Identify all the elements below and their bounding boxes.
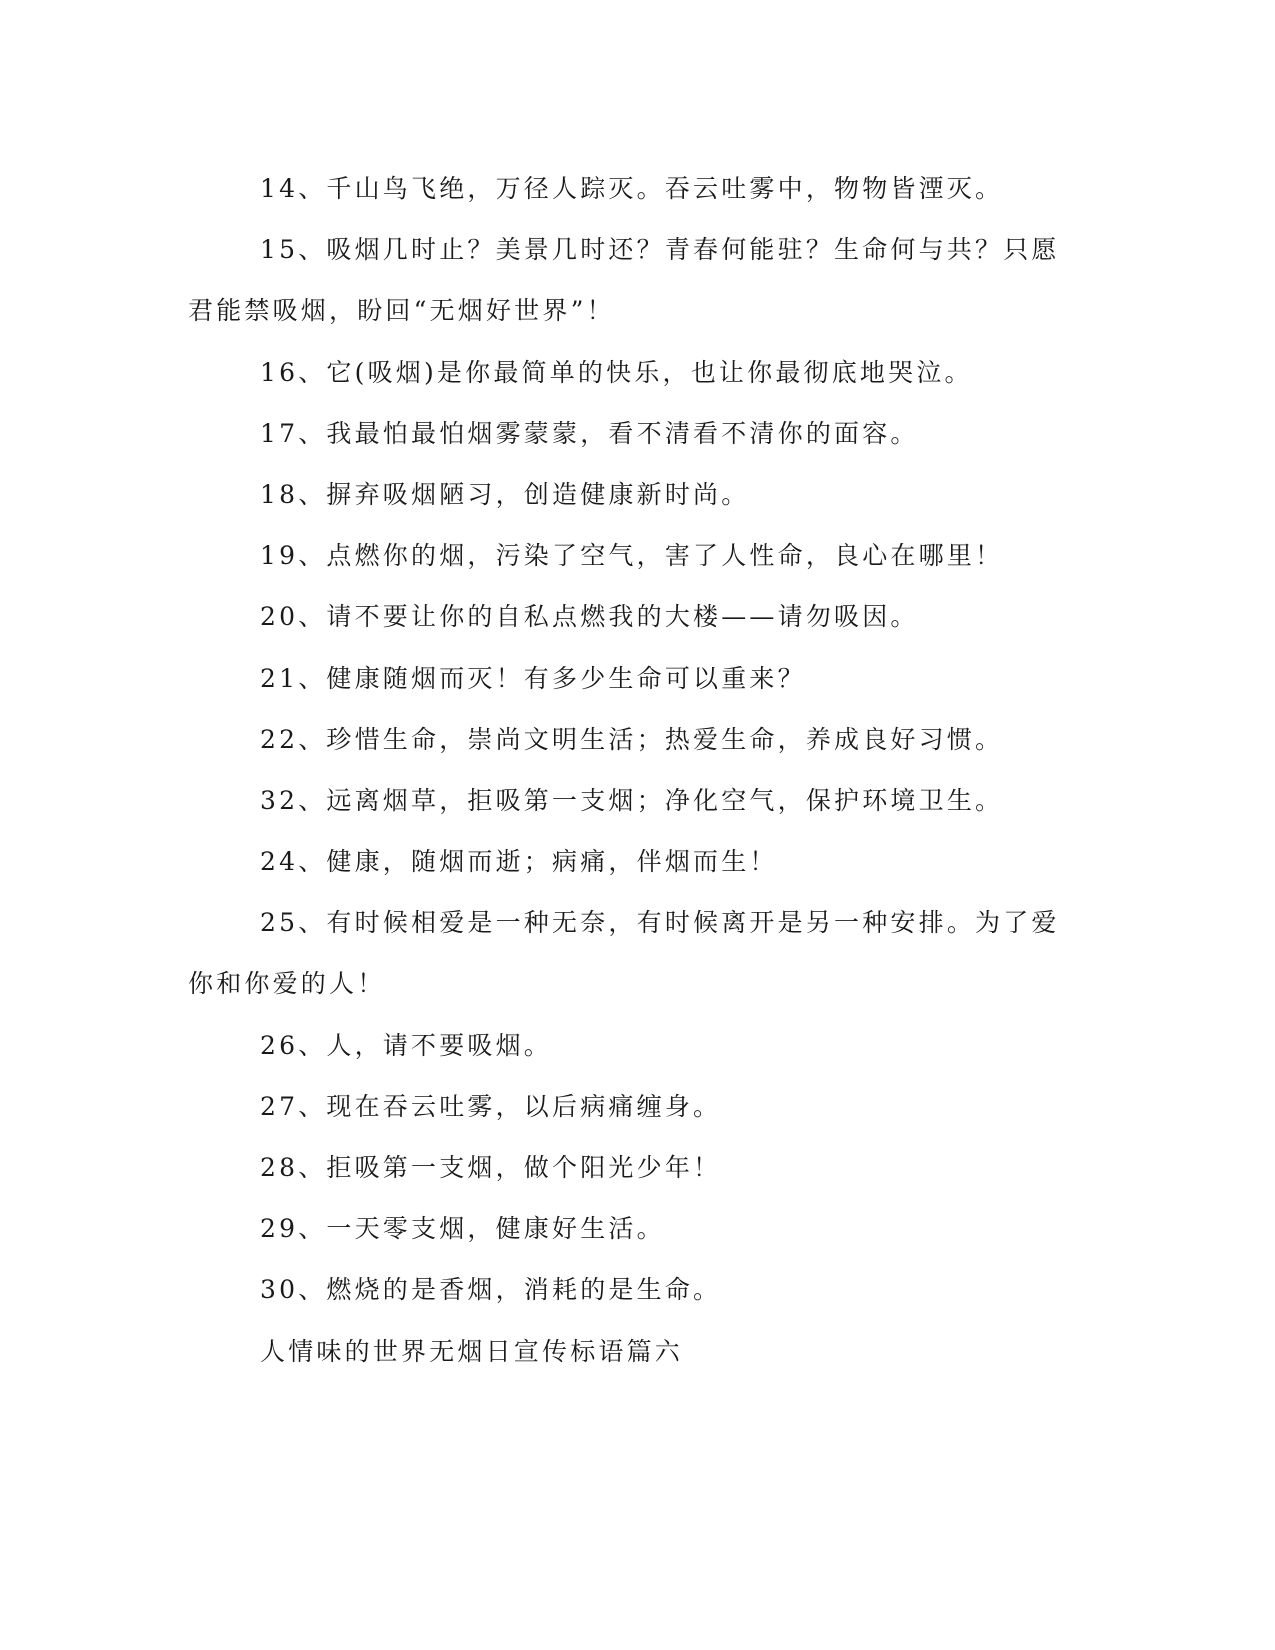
slogan-27: 27、现在吞云吐雾，以后病痛缠身。 <box>260 1091 722 1121</box>
slogan-20: 20、请不要让你的自私点燃我的大楼——请勿吸因。 <box>260 602 919 632</box>
slogan-18: 18、摒弃吸烟陋习，创造健康新时尚。 <box>260 479 750 509</box>
section-heading: 人情味的世界无烟日宣传标语篇六 <box>260 1336 684 1366</box>
slogan-19: 19、点燃你的烟，污染了空气，害了人性命，良心在哪里！ <box>260 541 1004 571</box>
slogan-17: 17、我最怕最怕烟雾蒙蒙，看不清看不清你的面容。 <box>260 418 919 448</box>
slogan-24: 24、健康，随烟而逝；病痛，伴烟而生！ <box>260 847 778 877</box>
document-body <box>188 158 1068 1382</box>
slogan-15-continued: 君能禁吸烟，盼回“无烟好世界”！ <box>188 296 615 326</box>
slogan-26: 26、人，请不要吸烟。 <box>260 1030 553 1060</box>
slogan-28: 28、拒吸第一支烟，做个阳光少年！ <box>260 1153 722 1182</box>
slogan-29: 29、一天零支烟，健康好生活。 <box>260 1214 665 1244</box>
slogan-14: 14、千山鸟飞绝，万径人踪灭。吞云吐雾中，物物皆湮灭。 <box>260 174 1004 203</box>
slogan-21: 21、健康随烟而灭！有多少生命可以重来？ <box>260 663 806 693</box>
slogan-32: 32、远离烟草，拒吸第一支烟；净化空气，保护环境卫生。 <box>260 785 1004 815</box>
slogan-25: 25、有时候相爱是一种无奈，有时候离开是另一种安排。为了爱 <box>260 908 1060 938</box>
slogan-25-continued: 你和你爱的人！ <box>188 969 386 999</box>
slogan-30: 30、燃烧的是香烟，消耗的是生命。 <box>260 1275 722 1305</box>
slogan-16: 16、它(吸烟)是你最简单的快乐，也让你最彻底地哭泣。 <box>260 357 973 387</box>
slogan-22: 22、珍惜生命，崇尚文明生活；热爱生命，养成良好习惯。 <box>260 724 1004 754</box>
slogan-15: 15、吸烟几时止？美景几时还？青春何能驻？生命何与共？只愿 <box>260 235 1060 265</box>
